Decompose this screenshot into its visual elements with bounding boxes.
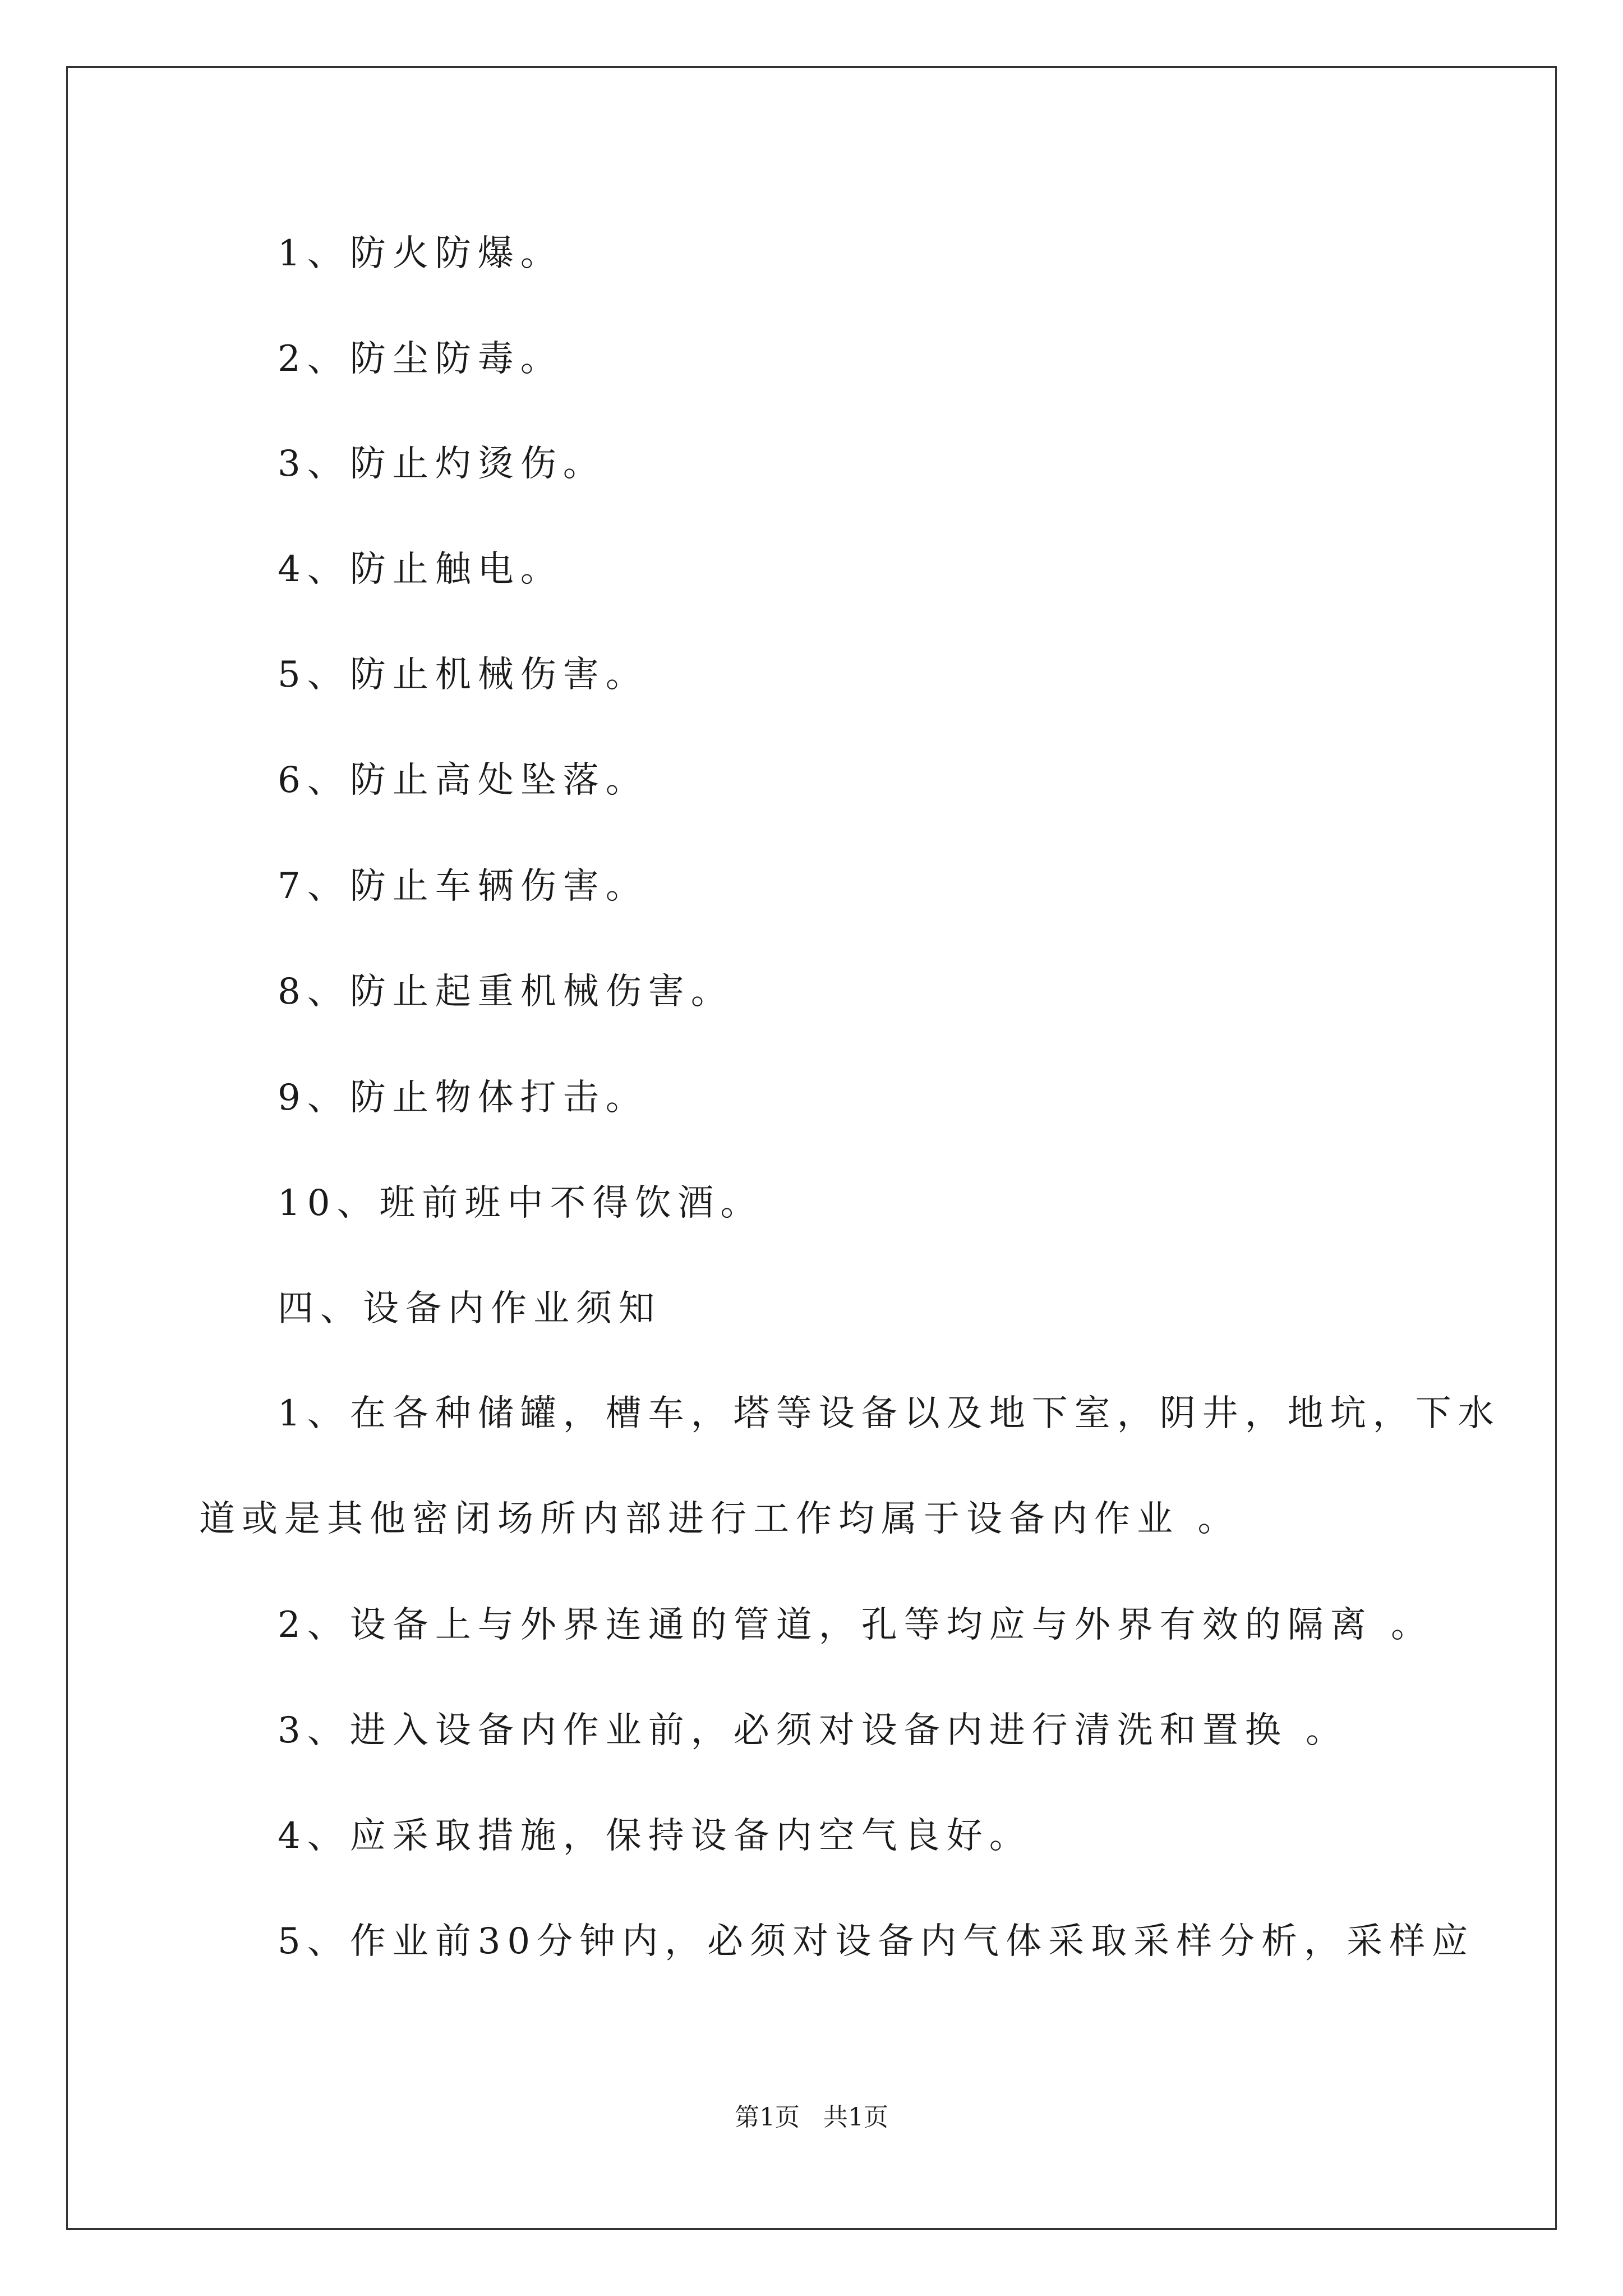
paragraph-line: 1、在各种储罐，槽车，塔等设备以及地下室，阴井，地坑，下水 xyxy=(278,1393,1501,1434)
list-item: 2、防尘防毒。 xyxy=(278,338,563,380)
paragraph-line: 5、作业前30分钟内，必须对设备内气体采取采样分析，采样应 xyxy=(278,1921,1475,1962)
list-item: 8、防止起重机械伤害。 xyxy=(278,971,734,1013)
list-item: 10、班前班中不得饮酒。 xyxy=(278,1182,763,1224)
list-item: 1、防火防爆。 xyxy=(278,233,563,274)
page-footer: 第1页 共1页 xyxy=(735,2103,888,2132)
list-item: 9、防止物体打击。 xyxy=(278,1077,648,1119)
list-item: 6、防止高处坠落。 xyxy=(278,760,648,801)
list-item: 4、防止触电。 xyxy=(278,549,563,590)
paragraph-line: 4、应采取措施，保持设备内空气良好。 xyxy=(278,1815,1032,1857)
paragraph-line: 道或是其他密闭场所内部进行工作均属于设备内作业 。 xyxy=(199,1498,1241,1540)
paragraph-line: 3、进入设备内作业前，必须对设备内进行清洗和置换 。 xyxy=(278,1710,1349,1751)
paragraph-line: 2、设备上与外界连通的管道，孔等均应与外界有效的隔离 。 xyxy=(278,1604,1434,1646)
list-item: 5、防止机械伤害。 xyxy=(278,654,648,696)
list-item: 3、防止灼烫伤。 xyxy=(278,443,606,485)
section-heading: 四、设备内作业须知 xyxy=(278,1288,661,1329)
list-item: 7、防止车辆伤害。 xyxy=(278,866,648,907)
